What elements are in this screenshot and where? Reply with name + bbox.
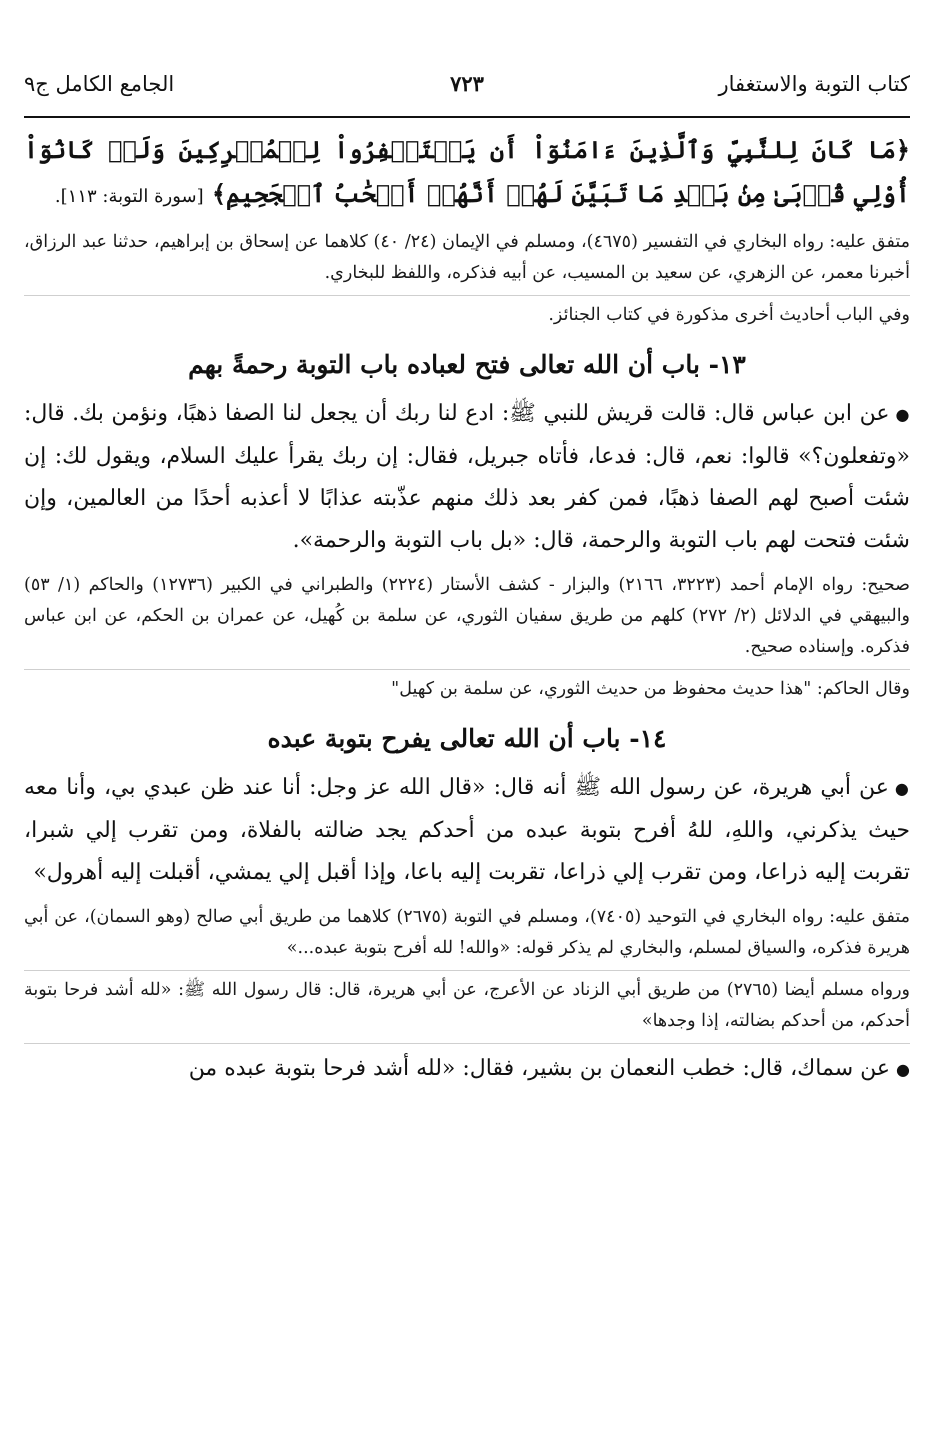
verse-text: ﴿مَا كَانَ لِلنَّبِيِّ وَٱلَّذِينَ ءَامَنُوٓاْ أَن يَسۡتَغۡفِرُواْ لِلۡمُشۡرِكِينَ وَلَوۡ كَانُوٓاْ أُوْلِي قُرۡبَىٰ مِنۢ بَعۡدِ مَا تَبَيَّنَ لَهُمۡ أَنَّهُمۡ أَصۡحَٰبُ ٱلۡجَحِيمِ﴾ — [24, 135, 910, 208]
separator — [24, 669, 910, 670]
separator — [24, 970, 910, 971]
separator — [24, 1043, 910, 1044]
hadith-body: عن أبي هريرة، عن رسول الله ﷺ أنه قال: «قال الله عز وجل: أنا عند ظن عبدي بي، وأنا معه حيث يذكرني، واللهِ، للهُ أفرح بتوبة عبده من أحدكم يجد ضالته بالفلاة، ومن تقرب إلي شبرا، تقربت إليه ذراعا، ومن تقرب إلي ذراعا، تقربت إليه باعا، وإذا أقبل إلي يمشي، أقبلت إليه أهرول» — [24, 775, 910, 885]
section-heading-14: ١٤- باب أن الله تعالى يفرح بتوبة عبده — [267, 724, 667, 753]
footnote-additional: ورواه مسلم أيضا (٢٧٦٥) من طريق أبي الزناد عن الأعرج، عن أبي هريرة، قال: قال رسول الله ﷺ: «لله أشد فرحا بتوبة أحدكم، من أحدكم بضالته، إذا وجدها» — [24, 980, 910, 1031]
hadith-text — [24, 1048, 910, 1091]
book-page — [0, 64, 938, 1443]
volume-title: الجامع الكامل ج٩ — [24, 72, 175, 96]
bullet-icon: ● — [896, 1060, 910, 1079]
separator — [24, 295, 910, 296]
hadith-text — [24, 393, 910, 562]
page-header — [24, 64, 910, 118]
running-title: كتاب التوبة والاستغفار — [718, 72, 910, 96]
footnote-grading: صحيح: رواه الإمام أحمد (٣٢٢٣، ٢١٦٦) والبزار - كشف الأستار (٢٢٢٤) والطبراني في الكبير (١٢٧٣٦) والحاكم (١/ ٥٣) والبيهقي في الدلائل (٢/ ٢٧٢) كلهم من طريق سفيان الثوري، عن سلمة بن كُهيل، عن عمران بن الحكم، عن ابن عباس فذكره. وإسناده صحيح. — [24, 575, 911, 657]
footnote-takhrij: متفق عليه: رواه البخاري في التوحيد (٧٤٠٥)، ومسلم في التوبة (٢٦٧٥) كلاهما من طريق أبي صالح (وهو السمان)، عن أبي هريرة فذكره، والسياق لمسلم، والبخاري لم يذكر قوله: «والله! لله أفرح بتوبة عبده...» — [24, 907, 910, 958]
hadith-body: عن سماك، قال: خطب النعمان بن بشير، فقال: «لله أشد فرحا بتوبة عبده من — [188, 1056, 891, 1081]
footnote-remark: وفي الباب أحاديث أخرى مذكورة في كتاب الجنائز. — [548, 305, 910, 325]
footnote-takhrij: متفق عليه: رواه البخاري في التفسير (٤٦٧٥)، ومسلم في الإيمان (٢٤/ ٤٠) كلاهما عن إسحاق بن إبراهيم، حدثنا عبد الرزاق، أخبرنا معمر، عن الزهري، عن سعيد بن المسيب، عن أبيه فذكره، واللفظ للبخاري. — [24, 232, 910, 283]
bullet-icon: ● — [894, 779, 910, 798]
footnote-quote: وقال الحاكم: "هذا حديث محفوظ من حديث الثوري، عن سلمة بن كهيل" — [391, 679, 910, 699]
quran-verse — [24, 128, 910, 219]
verse-reference: [سورة التوبة: ١١٣]. — [54, 186, 204, 207]
hadith-body: عن ابن عباس قال: قالت قريش للنبي ﷺ: ادع لنا ربك أن يجعل لنا الصفا ذهبًا، ونؤمن بك. قال: «وتفعلون؟» قالوا: نعم، قال: فدعا، فأتاه جبريل، فقال: إن ربك يقرأ عليك السلام، ويقول لك: إن شئت أصبح لهم الصفا ذهبًا، فمن كفر بعد ذلك منهم عذّبته عذابًا لا أعذبه أحدًا من العالمين، وإن شئت فتحت لهم باب التوبة والرحمة، قال: «بل باب التوبة والرحمة». — [24, 401, 910, 553]
bullet-icon: ● — [895, 405, 910, 424]
hadith-text — [24, 767, 910, 894]
page-number: ٧٢٣ — [450, 71, 484, 96]
section-heading-13: ١٣- باب أن الله تعالى فتح لعباده باب التوبة رحمةً بهم — [188, 350, 746, 379]
